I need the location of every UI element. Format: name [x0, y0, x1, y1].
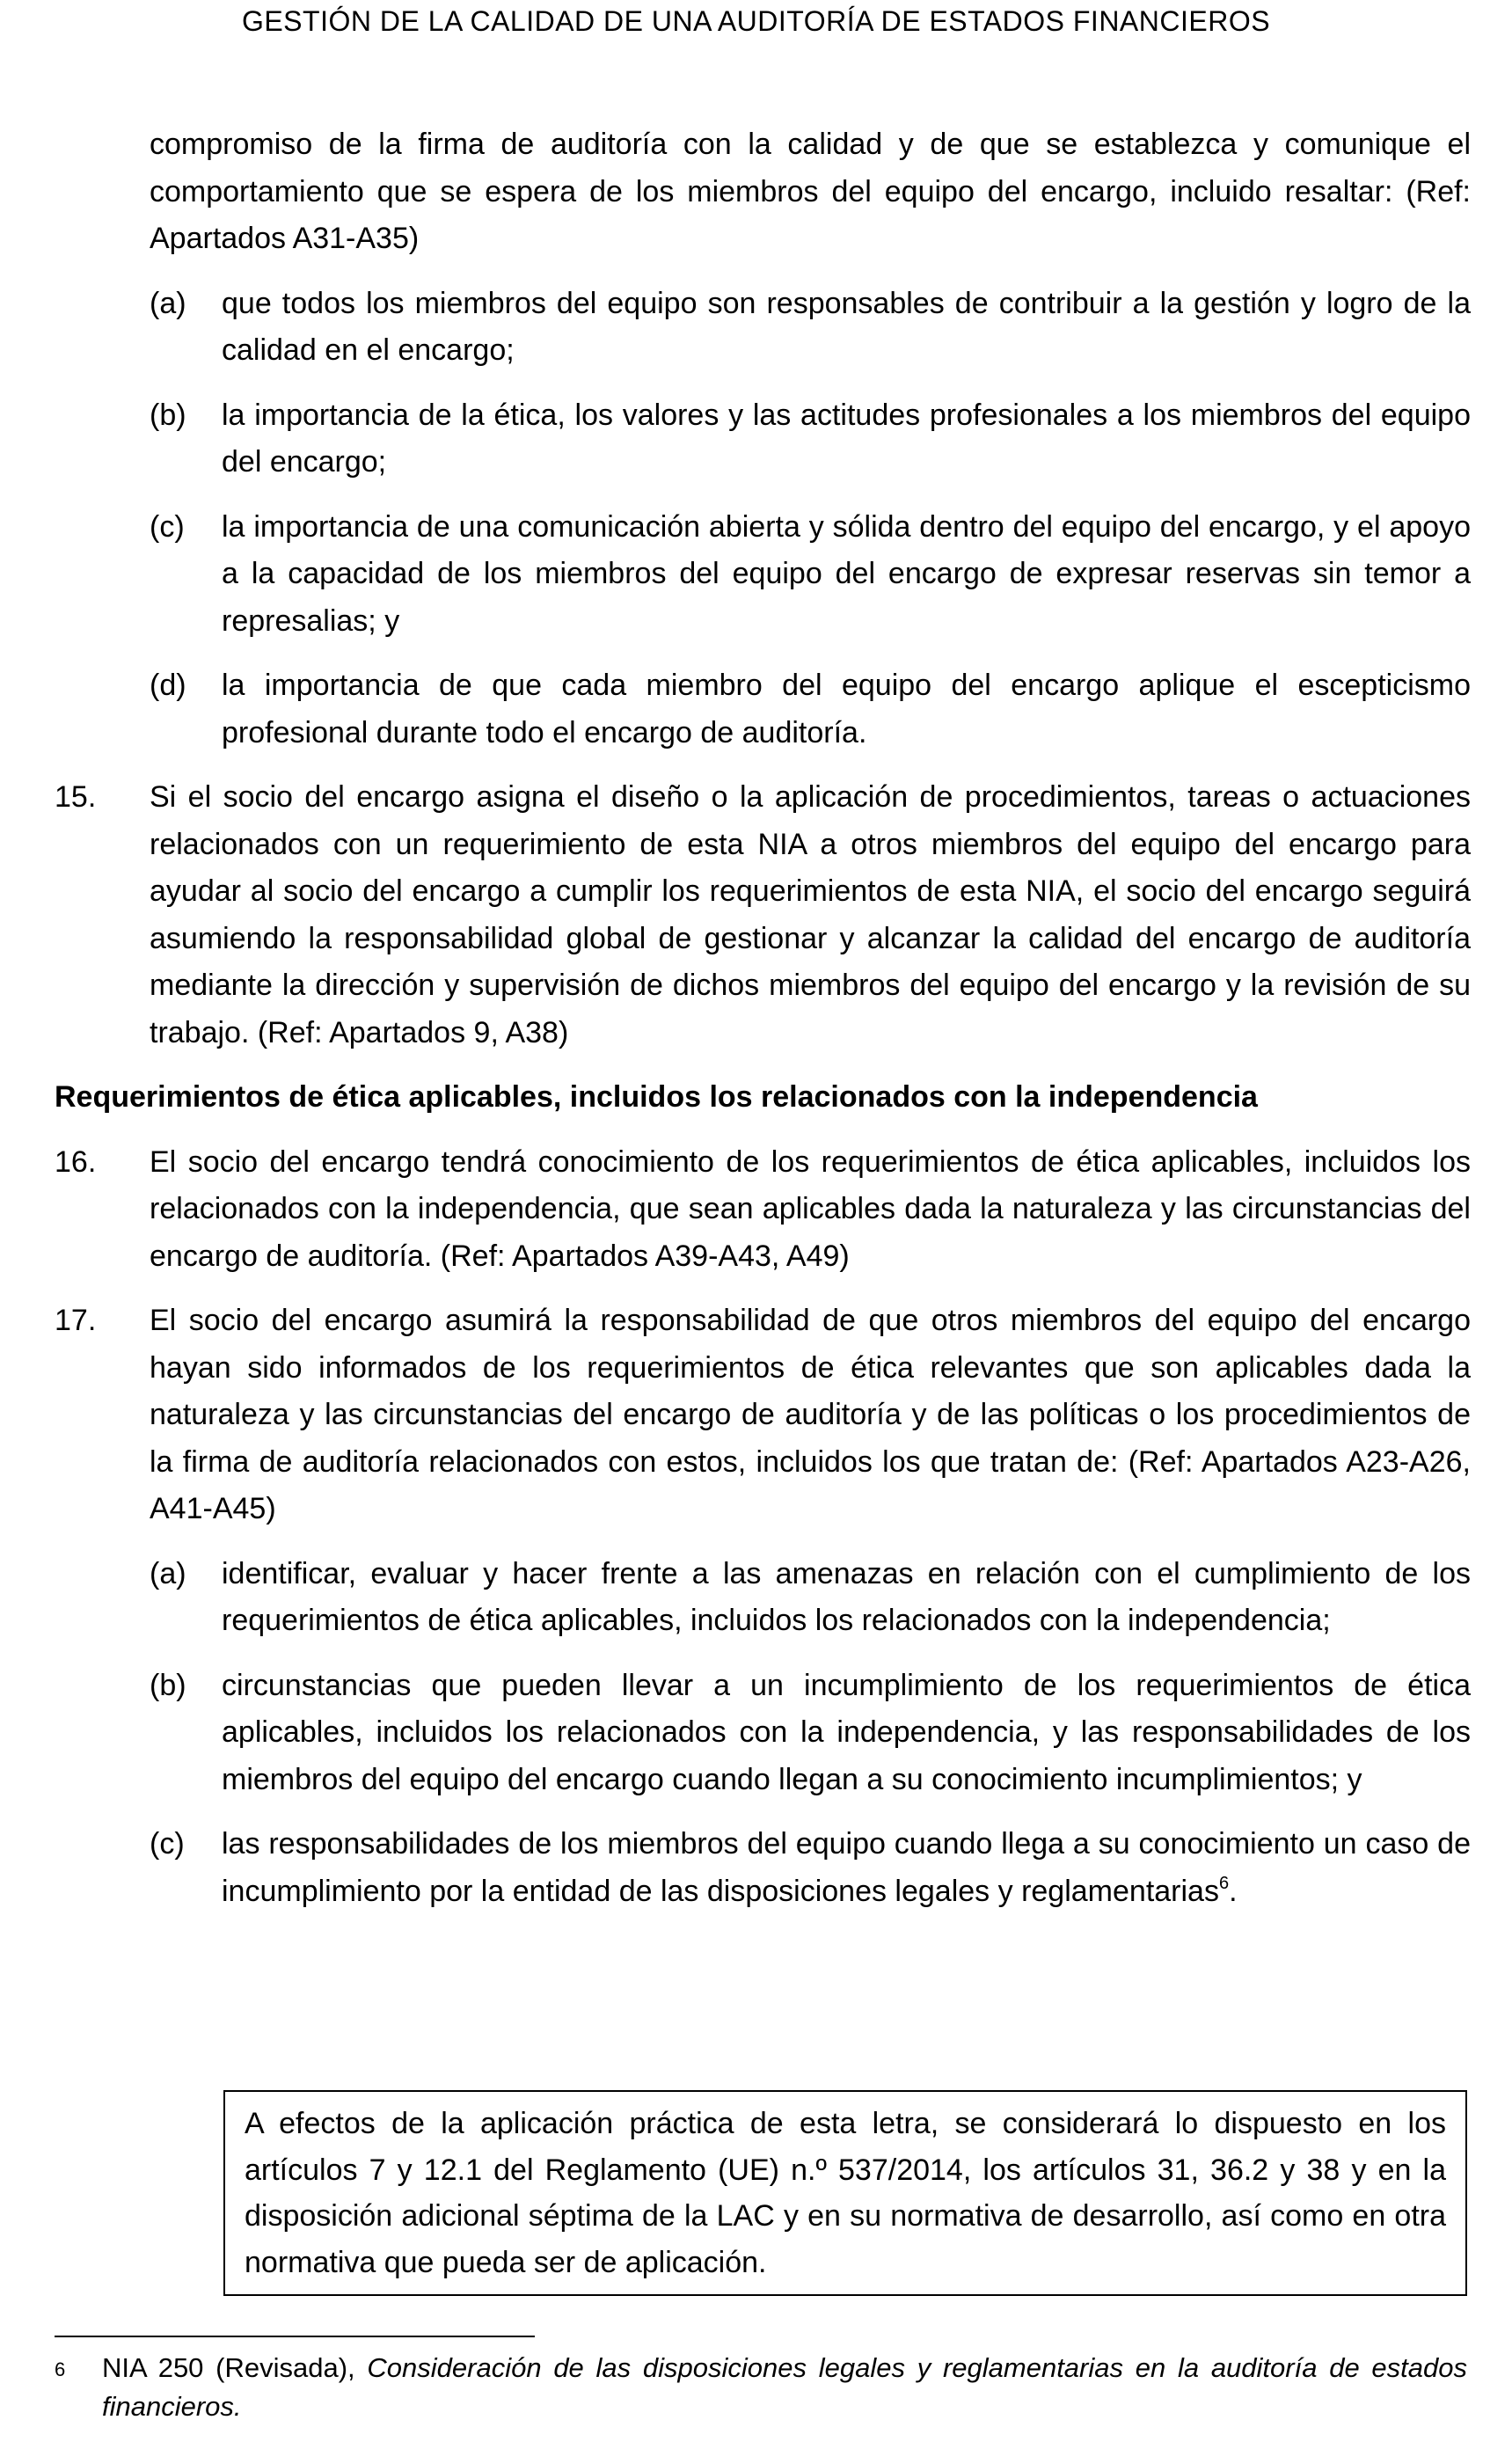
national-note-box: A efectos de la aplicación práctica de esta letra, se considerará lo dispuesto en los artículos 7 y 12.1 del Reglamento (UE) n.º 537/2014, los artículos 31, 36.2 y 38 y en la disposición adicional séptima de la LAC y en su normativa de desarrollo, así como en otra normativa que pueda ser de aplicación. [223, 2090, 1467, 2296]
paragraph-number: 17. [55, 1304, 97, 1337]
list-item [150, 662, 1471, 757]
list-item-text: la importancia de una comunicación abierta y sólida dentro del equipo del encargo, y el apoyo a la capacidad de los miembros del equipo del encargo de expresar reservas sin temor a represalias; y [222, 509, 1471, 638]
paragraph-number: 16. [55, 1144, 97, 1179]
footnote-reference[interactable]: 6 [1218, 1873, 1230, 1893]
section-heading: Requerimientos de ética aplicables, incluidos los relacionados con la independencia [55, 1080, 1258, 1114]
numbered-paragraph-16 [55, 1139, 1471, 1281]
list-item-label: (d) [150, 669, 186, 702]
footnote-prefix: NIA 250 (Revisada), [102, 2352, 368, 2383]
paragraph-text: Si el socio del encargo asigna el diseño o la aplicación de procedimientos, tareas o actuaciones relacionados con un requerimiento de esta NIA a otros miembros del equipo del encargo para ayudar al socio del encargo a cumplir los requerimientos de esta NIA, el socio del encargo seguirá asumiendo la responsabilidad global de gestionar y alcanzar la calidad del encargo de auditoría mediante la dirección y supervisión de dichos miembros del equipo del encargo y la revisión de su trabajo. (Ref: Apartados 9, A38) [150, 780, 1471, 1049]
intro-paragraph: compromiso de la firma de auditoría con la calidad y de que se establezca y comunique el comportamiento que se espera de los miembros del equipo del encargo, incluido resaltar: (Ref: Apartados A31-A35) [150, 128, 1471, 255]
list-item-text: la importancia de la ética, los valores y las actitudes profesionales a los miembros del equipo del encargo; [222, 398, 1471, 479]
list-item [150, 1663, 1471, 1804]
running-header: GESTIÓN DE LA CALIDAD DE UNA AUDITORÍA DE ESTADOS FINANCIEROS [241, 5, 1271, 37]
list-item [150, 281, 1471, 375]
footnote [55, 2349, 1467, 2426]
numbered-paragraph-17 [55, 1298, 1471, 1533]
list-item-label: (a) [150, 286, 186, 320]
footnote-title: Consideración de las disposiciones legales y reglamentarias en la auditoría de estados financieros. [102, 2352, 1467, 2422]
list-item-text: la importancia de que cada miembro del equipo del encargo aplique el escepticismo profesional durante todo el encargo de auditoría. [222, 669, 1471, 749]
list-item-label: (b) [150, 1668, 186, 1702]
list-item-label: (c) [150, 1827, 185, 1861]
list-item-label: (a) [150, 1556, 186, 1590]
list-item [150, 1821, 1471, 1915]
paragraph-number: 15. [55, 780, 97, 814]
body-text [55, 121, 1471, 1915]
footnote-number: 6 [55, 2358, 66, 2380]
list-item [150, 504, 1471, 646]
paragraph-text: El socio del encargo asumirá la responsabilidad de que otros miembros del equipo del encargo hayan sido informados de los requerimientos de ética relevantes que son aplicables dada la naturaleza y las circunstancias del encargo de auditoría y de las políticas o los procedimientos de la firma de auditoría relacionados con estos, incluidos los que tratan de: (Ref: Apartados A23-A26, A41-A45) [150, 1304, 1471, 1525]
list-item-text: circunstancias que pueden llevar a un incumplimiento de los requerimientos de ética aplicables, incluidos los relacionados con la independencia, y las responsabilidades de los miembros del equipo del encargo cuando llegan a su conocimiento incumplimientos; y [222, 1668, 1471, 1796]
paragraph-text: El socio del encargo tendrá conocimiento de los requerimientos de ética aplicables, incluidos los relacionados con la independencia, que sean aplicables dada la naturaleza y las circunstancias del encargo de auditoría. (Ref: Apartados A39-A43, A49) [150, 1144, 1471, 1273]
list-item-text: identificar, evaluar y hacer frente a las amenazas en relación con el cumplimiento de los requerimientos de ética aplicables, incluidos los relacionados con la independencia; [222, 1556, 1471, 1637]
list-item-label: (c) [150, 509, 185, 544]
footnote-separator [55, 2336, 535, 2337]
list-item-text: las responsabilidades de los miembros del equipo cuando llega a su conocimiento un caso de incumplimiento por la entidad de las disposiciones legales y reglamentarias [222, 1827, 1471, 1908]
list-item-text: que todos los miembros del equipo son responsables de contribuir a la gestión y logro de la calidad en el encargo; [222, 286, 1471, 367]
list-item [150, 1551, 1471, 1645]
list-item-end: . [1229, 1874, 1238, 1908]
numbered-paragraph-15 [55, 774, 1471, 1056]
list-item-label: (b) [150, 398, 186, 432]
list-item [150, 392, 1471, 486]
